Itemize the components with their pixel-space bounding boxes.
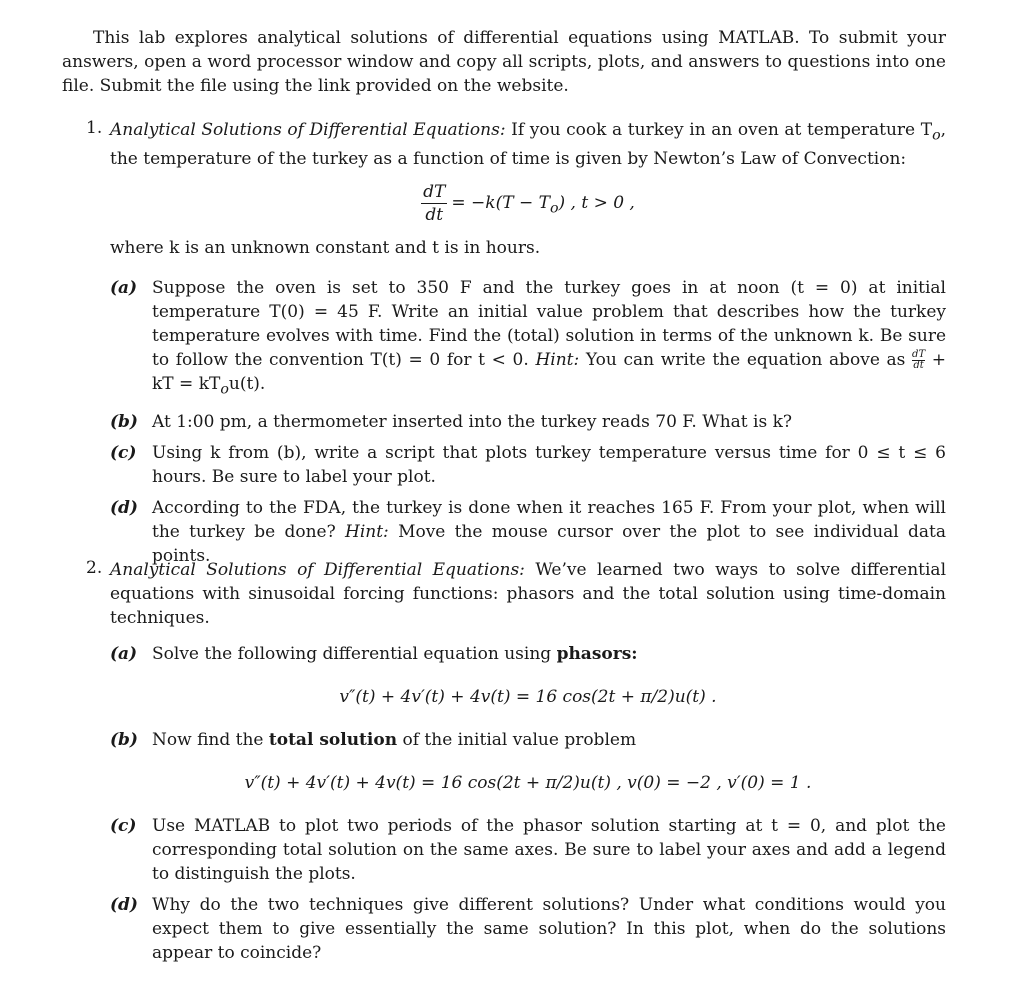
part-b-bold: total solution <box>268 730 398 750</box>
question-2-text: We’ve learned two ways to solve differential equations with sinusoidal forcing functions: phasors and the total solution using time-domain techniques. <box>110 560 947 628</box>
hint-text: You can write the equation above as <box>585 350 906 371</box>
question-2-equation-b: v″(t) + 4v′(t) + 4v(t) = 16 cos(2t + π/2)u(t) , v(0) = −2 , v′(0) = 1 . <box>244 773 812 793</box>
part-label: (a) <box>110 644 138 664</box>
part-label: (b) <box>110 730 138 750</box>
intro-text: This lab explores analytical solutions of differential equations using MATLAB. To submit your answers, open a word processor window and copy all scripts, plots, and answers to questions into one file. Submit the file using the link provided on the website. <box>62 28 946 96</box>
question-1-text-sub: o <box>932 127 941 144</box>
question-2-number: 2. <box>86 558 103 578</box>
question-2-part-a <box>110 642 946 710</box>
question-2-part-b <box>110 728 946 796</box>
part-text: Using k from (b), write a script that plots turkey temperature versus time for 0 ≤ t ≤ 6 hours. Be sure to label your plot. <box>152 442 946 487</box>
part-text <box>152 642 946 666</box>
part-text <box>152 276 946 401</box>
hint-label: Hint: <box>535 350 580 371</box>
question-2-title: Analytical Solutions of Differential Equations: <box>110 560 525 580</box>
part-label: (a) <box>110 278 138 299</box>
part-text <box>152 496 946 568</box>
question-1-text: If you cook a turkey in an oven at temperature T <box>511 120 933 140</box>
question-1-number: 1. <box>86 118 103 138</box>
part-label: (d) <box>110 497 138 518</box>
part-text <box>152 728 946 752</box>
hint-fraction-den: dt <box>913 360 924 372</box>
question-1-text-end: , the temperature of the turkey as a function of time is given by Newton’s Law of Convection: <box>110 120 946 170</box>
part-label: (d) <box>110 895 138 915</box>
hint-sub: o <box>220 381 229 398</box>
part-a-bold: phasors: <box>556 644 638 664</box>
hint-text: Move the mouse cursor over the plot to see individual data points. <box>152 521 947 566</box>
question-1-part-a <box>110 276 946 401</box>
question-1 <box>62 118 946 568</box>
hint-tail: u(t). <box>228 374 266 395</box>
hint-label: Hint: <box>345 521 389 542</box>
equation-rhs: = −k(T − T <box>451 193 550 214</box>
equation-rhs-end: ) , t > 0 , <box>558 193 635 214</box>
question-2-body <box>110 558 946 965</box>
question-1-after-equation: where k is an unknown constant and t is in hours. <box>110 238 541 259</box>
question-1-equation <box>110 181 946 226</box>
part-a-text: Suppose the oven is set to 350 F and the turkey goes in at noon (t = 0) at initial temperature T(0) = 45 F. Write an initial value problem that describes how the turkey temperature evolves with time. Find the (total) solution in terms of the unknown k. Be sure to follow the convention T(t) = 0 for t < 0. <box>152 278 946 371</box>
equation-fraction <box>421 181 447 226</box>
question-1-body <box>110 118 946 568</box>
part-a-text: Solve the following differential equation using <box>152 644 552 664</box>
part-text: Why do the two techniques give different solutions? Under what conditions would you expect them to give essentially the same solution? In this plot, when do the solutions appear to coincide? <box>152 895 946 963</box>
hint-end: + kT = kT <box>152 350 947 395</box>
fraction-numerator: dT <box>423 182 446 203</box>
equation-rhs-sub: o <box>549 200 559 217</box>
question-1-part-d <box>110 496 946 568</box>
question-2-part-d <box>110 893 946 965</box>
part-b-text-post: of the initial value problem <box>402 730 637 750</box>
question-1-title: Analytical Solutions of Differential Equations: <box>110 120 506 140</box>
question-2 <box>62 558 946 965</box>
hint-fraction <box>912 350 925 371</box>
part-text: At 1:00 pm, a thermometer inserted into the turkey reads 70 F. What is k? <box>152 411 793 432</box>
part-label: (c) <box>110 442 137 463</box>
part-label: (c) <box>110 816 137 836</box>
part-text: Use MATLAB to plot two periods of the phasor solution starting at t = 0, and plot the corresponding total solution on the same axes. Be sure to label your axes and add a legend to distinguish the plots. <box>152 816 946 884</box>
question-2-part-c <box>110 814 946 886</box>
part-d-text: According to the FDA, the turkey is done when it reaches 165 F. From your plot, when will the turkey be done? <box>152 497 946 542</box>
hint-fraction-num: dT <box>912 349 926 361</box>
question-1-part-c <box>110 441 946 489</box>
part-b-text-pre: Now find the <box>152 730 264 750</box>
question-2-equation-a: v″(t) + 4v′(t) + 4v(t) = 16 cos(2t + π/2)u(t) . <box>339 687 717 707</box>
intro-paragraph <box>62 26 946 98</box>
part-label: (b) <box>110 411 138 432</box>
fraction-denominator: dt <box>425 205 444 226</box>
question-1-part-b <box>110 410 946 434</box>
